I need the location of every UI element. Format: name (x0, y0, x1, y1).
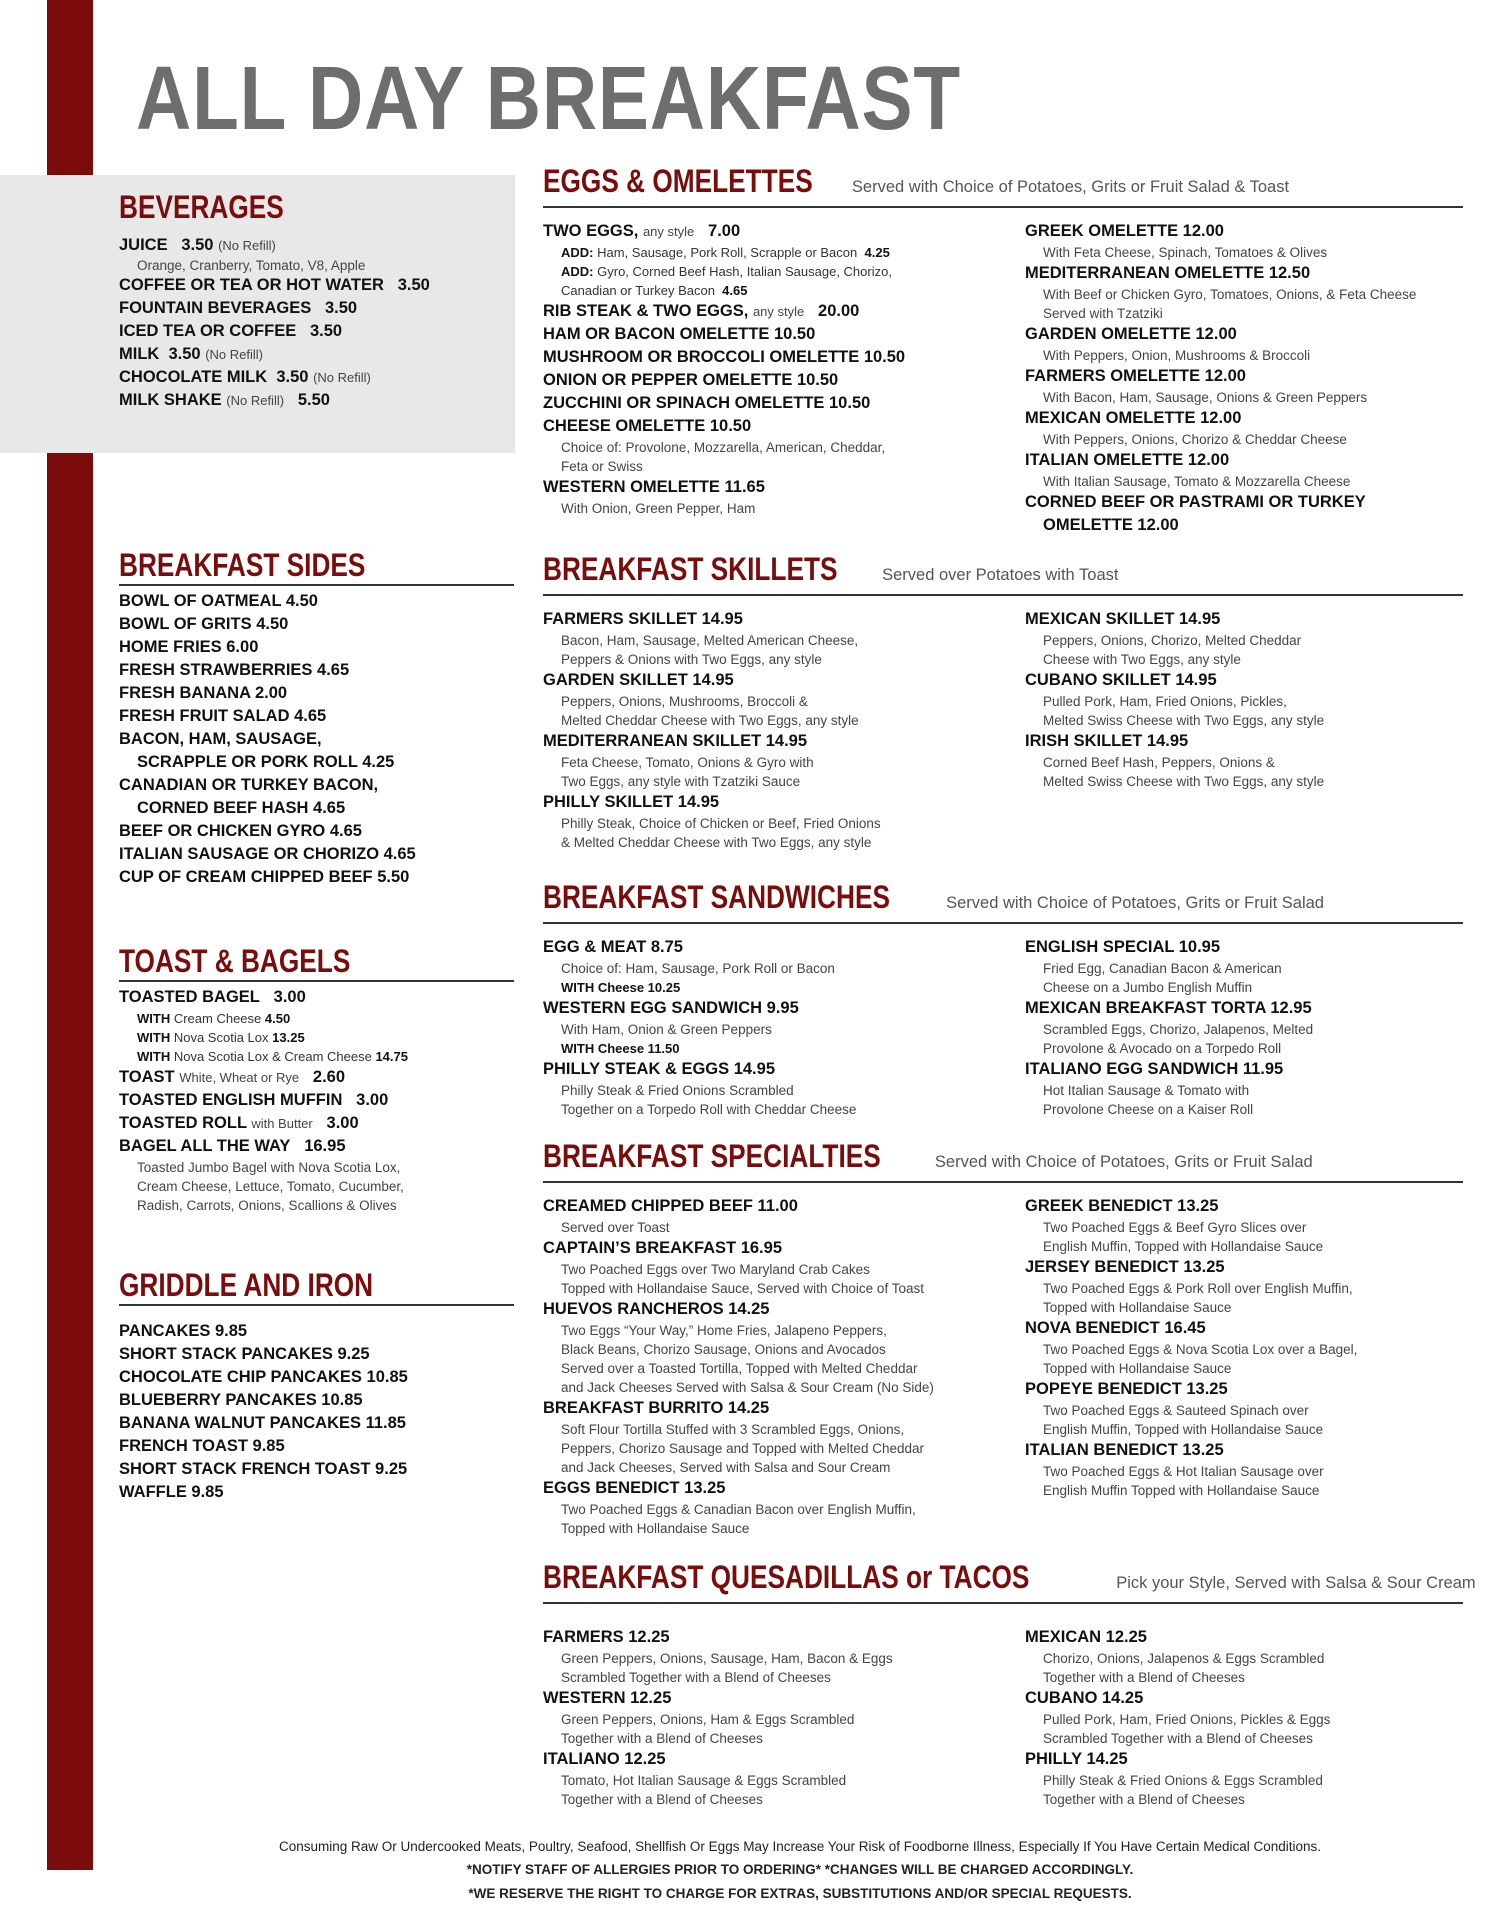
item-description: With Peppers, Onions, Chorizo & Cheddar Cheese (1043, 432, 1347, 447)
menu-item: CUP OF CREAM CHIPPED BEEF 5.50 (119, 868, 410, 886)
menu-item: GARDEN OMELETTE 12.00 (1025, 325, 1237, 343)
item-description: English Muffin Topped with Hollandaise Sauce (1043, 1483, 1320, 1498)
item-description: Cheese with Two Eggs, any style (1043, 652, 1241, 667)
item-description: Melted Swiss Cheese with Two Eggs, any style (1043, 713, 1325, 728)
item-description: Green Peppers, Onions, Ham & Eggs Scrambled (561, 1712, 855, 1727)
menu-item: MILK SHAKE (No Refill) 5.50 (119, 391, 330, 409)
menu-item: POPEYE BENEDICT 13.25 (1025, 1380, 1228, 1398)
menu-item: FOUNTAIN BEVERAGES 3.50 (119, 299, 358, 317)
menu-item: CHOCOLATE CHIP PANCAKES 10.85 (119, 1368, 408, 1386)
item-description: Scrambled Together with a Blend of Cheeses (1043, 1731, 1313, 1746)
menu-item: ITALIANO EGG SANDWICH 11.95 (1025, 1060, 1284, 1078)
menu-item: JUICE 3.50 (No Refill) (119, 236, 276, 254)
menu-item: MEXICAN OMELETTE 12.00 (1025, 409, 1242, 427)
item-description: Philly Steak & Fried Onions Scrambled (561, 1083, 794, 1098)
menu-item: HUEVOS RANCHEROS 14.25 (543, 1300, 770, 1318)
quesadillas-heading: BREAKFAST QUESADILLAS or TACOS Pick your Style, Served with Salsa & Sour Cream (543, 1558, 1463, 1604)
menu-item: TOASTED BAGEL 3.00 (119, 988, 306, 1006)
menu-item: PANCAKES 9.85 (119, 1322, 248, 1340)
menu-item: CAPTAIN’S BREAKFAST 16.95 (543, 1239, 782, 1257)
item-description: Two Poached Eggs & Beef Gyro Slices over (1043, 1220, 1307, 1235)
menu-item: EGGS BENEDICT 13.25 (543, 1479, 726, 1497)
toast-section (119, 942, 514, 1215)
menu-item: ITALIANO 12.25 (543, 1750, 666, 1768)
item-description: Melted Cheddar Cheese with Two Eggs, any style (561, 713, 859, 728)
menu-item: JERSEY BENEDICT 13.25 (1025, 1258, 1225, 1276)
item-description: Feta Cheese, Tomato, Onions & Gyro with (561, 755, 814, 770)
item-description: Feta or Swiss (561, 459, 643, 474)
charges-notice: *WE RESERVE THE RIGHT TO CHARGE FOR EXTRAS, SUBSTITUTIONS AND/OR SPECIAL REQUESTS. (468, 1886, 1132, 1901)
item-description: Orange, Cranberry, Tomato, V8, Apple (137, 258, 366, 273)
foodborne-warning: Consuming Raw Or Undercooked Meats, Poultry, Seafood, Shellfish Or Eggs May Increase Your Risk of Foodborne Illness, Especially If You Have Certain Medical Conditions. (278, 1839, 1322, 1854)
menu-item: BOWL OF OATMEAL 4.50 (119, 592, 318, 610)
item-description: Two Poached Eggs & Hot Italian Sausage over (1043, 1464, 1324, 1479)
menu-item: GARDEN SKILLET 14.95 (543, 671, 734, 689)
item-description: Peppers & Onions with Two Eggs, any style (561, 652, 822, 667)
item-description: Philly Steak & Fried Onions & Eggs Scrambled (1043, 1773, 1323, 1788)
specialties-section (543, 1137, 1463, 1555)
sides-section (119, 546, 514, 889)
allergy-notice: *NOTIFY STAFF OF ALLERGIES PRIOR TO ORDERING* *CHANGES WILL BE CHARGED ACCORDINGLY. (466, 1862, 1134, 1877)
menu-item: CHOCOLATE MILK 3.50 (No Refill) (119, 368, 371, 386)
griddle-section (119, 1266, 514, 1504)
menu-item: CREAMED CHIPPED BEEF 11.00 (543, 1197, 798, 1215)
item-description: With Feta Cheese, Spinach, Tomatoes & Olives (1043, 245, 1328, 260)
menu-item: NOVA BENEDICT 16.45 (1025, 1319, 1206, 1337)
menu-item: IRISH SKILLET 14.95 (1025, 732, 1189, 750)
item-description: Topped with Hollandaise Sauce (1043, 1361, 1232, 1376)
menu-item: FRESH BANANA 2.00 (119, 684, 288, 702)
menu-item: BOWL OF GRITS 4.50 (119, 615, 289, 633)
item-description: Two Poached Eggs & Sauteed Spinach over (1043, 1403, 1309, 1418)
item-description: Topped with Hollandaise Sauce (561, 1521, 750, 1536)
item-description: With Onion, Green Pepper, Ham (561, 501, 756, 516)
item-description: Fried Egg, Canadian Bacon & American (1043, 961, 1282, 976)
menu-item: CANADIAN OR TURKEY BACON, (119, 776, 379, 794)
item-description: Choice of: Provolone, Mozzarella, American, Cheddar, (561, 440, 886, 455)
beverages-section (119, 188, 514, 412)
item-description: Pulled Pork, Ham, Fried Onions, Pickles & Eggs (1043, 1712, 1331, 1727)
item-description: Scrambled Together with a Blend of Cheeses (561, 1670, 831, 1685)
menu-item: MEDITERRANEAN OMELETTE 12.50 (1025, 264, 1311, 282)
item-description: With Ham, Onion & Green Peppers (561, 1022, 772, 1037)
item-option: WITH Nova Scotia Lox & Cream Cheese 14.75 (137, 1049, 408, 1064)
item-description: Chorizo, Onions, Jalapenos & Eggs Scrambled (1043, 1651, 1325, 1666)
item-description: Together with a Blend of Cheeses (1043, 1792, 1245, 1807)
menu-item: ENGLISH SPECIAL 10.95 (1025, 938, 1221, 956)
item-description: Two Poached Eggs & Nova Scotia Lox over a Bagel, (1043, 1342, 1358, 1357)
item-option: WITH Cheese 11.50 (561, 1041, 680, 1056)
menu-item: TOASTED ENGLISH MUFFIN 3.00 (119, 1091, 389, 1109)
item-description: and Jack Cheeses Served with Salsa & Sour Cream (No Side) (561, 1380, 934, 1395)
item-description: With Bacon, Ham, Sausage, Onions & Green Peppers (1043, 390, 1368, 405)
item-description: Together with a Blend of Cheeses (561, 1792, 763, 1807)
menu-item: EGG & MEAT 8.75 (543, 938, 683, 956)
menu-item: MILK 3.50 (No Refill) (119, 345, 264, 363)
eggs-section (543, 162, 1463, 540)
menu-item: OMELETTE 12.00 (1043, 516, 1179, 534)
item-option: WITH Cheese 10.25 (561, 980, 681, 995)
sandwiches-section (543, 878, 1463, 1116)
eggs-heading: EGGS & OMELETTES Served with Choice of Potatoes, Grits or Fruit Salad & Toast (543, 162, 1463, 208)
menu-item: WESTERN 12.25 (543, 1689, 672, 1707)
footer-notices (120, 1836, 1480, 1906)
menu-item: ZUCCHINI OR SPINACH OMELETTE 10.50 (543, 394, 871, 412)
item-description: Topped with Hollandaise Sauce, Served with Choice of Toast (561, 1281, 924, 1296)
menu-item: SHORT STACK FRENCH TOAST 9.25 (119, 1460, 408, 1478)
menu-item: HOME FRIES 6.00 (119, 638, 259, 656)
toast-heading: TOAST & BAGELS (119, 942, 514, 982)
sandwiches-heading: BREAKFAST SANDWICHES Served with Choice of Potatoes, Grits or Fruit Salad (543, 878, 1463, 924)
griddle-heading: GRIDDLE AND IRON (119, 1266, 514, 1306)
item-description: Green Peppers, Onions, Sausage, Ham, Bacon & Eggs (561, 1651, 893, 1666)
item-description: Philly Steak, Choice of Chicken or Beef, Fried Onions (561, 816, 881, 831)
item-description: Corned Beef Hash, Peppers, Onions & (1043, 755, 1275, 770)
item-description: Topped with Hollandaise Sauce (1043, 1300, 1232, 1315)
item-option: WITH Nova Scotia Lox 13.25 (137, 1030, 305, 1045)
item-description: Scrambled Eggs, Chorizo, Jalapenos, Melted (1043, 1022, 1314, 1037)
menu-item: GREEK BENEDICT 13.25 (1025, 1197, 1219, 1215)
item-description: Peppers, Chorizo Sausage and Topped with Melted Cheddar (561, 1441, 924, 1456)
menu-item: BEEF OR CHICKEN GYRO 4.65 (119, 822, 362, 840)
menu-item: PHILLY 14.25 (1025, 1750, 1128, 1768)
menu-item: MEXICAN BREAKFAST TORTA 12.95 (1025, 999, 1312, 1017)
menu-item: BLUEBERRY PANCAKES 10.85 (119, 1391, 363, 1409)
page-title: ALL DAY BREAKFAST (136, 49, 961, 149)
item-description: English Muffin, Topped with Hollandaise Sauce (1043, 1239, 1324, 1254)
menu-item: CORNED BEEF OR PASTRAMI OR TURKEY (1025, 493, 1366, 511)
item-description: Two Poached Eggs & Pork Roll over English Muffin, (1043, 1281, 1353, 1296)
skillets-section (543, 550, 1463, 858)
item-description: Hot Italian Sausage & Tomato with (1043, 1083, 1250, 1098)
item-description: Together with a Blend of Cheeses (1043, 1670, 1245, 1685)
menu-item: ITALIAN BENEDICT 13.25 (1025, 1441, 1224, 1459)
menu-item: MEXICAN 12.25 (1025, 1628, 1147, 1646)
item-description: Served with Tzatziki (1043, 306, 1163, 321)
item-description: & Melted Cheddar Cheese with Two Eggs, any style (561, 835, 872, 850)
item-description: Choice of: Ham, Sausage, Pork Roll or Bacon (561, 961, 835, 976)
item-addon: Canadian or Turkey Bacon 4.65 (561, 283, 748, 298)
menu-item: BACON, HAM, SAUSAGE, (119, 730, 322, 748)
item-description: Two Eggs “Your Way,” Home Fries, Jalapeno Peppers, (561, 1323, 887, 1338)
menu-item: CUBANO 14.25 (1025, 1689, 1144, 1707)
item-description: and Jack Cheeses, Served with Salsa and Sour Cream (561, 1460, 891, 1475)
item-description: Together with a Blend of Cheeses (561, 1731, 763, 1746)
menu-item: FRENCH TOAST 9.85 (119, 1437, 285, 1455)
menu-item: ONION OR PEPPER OMELETTE 10.50 (543, 371, 839, 389)
item-description: With Italian Sausage, Tomato & Mozzarella Cheese (1043, 474, 1351, 489)
menu-item: WESTERN OMELETTE 11.65 (543, 478, 765, 496)
item-description: Served over Toast (561, 1220, 670, 1235)
menu-item: TOAST White, Wheat or Rye 2.60 (119, 1068, 346, 1086)
item-description: Radish, Carrots, Onions, Scallions & Olives (137, 1198, 397, 1213)
menu-item: TWO EGGS, any style 7.00 (543, 222, 741, 240)
item-description: Peppers, Onions, Mushrooms, Broccoli & (561, 694, 808, 709)
item-addon: ADD: Ham, Sausage, Pork Roll, Scrapple or Bacon 4.25 (561, 245, 890, 260)
menu-item: RIB STEAK & TWO EGGS, any style 20.00 (543, 302, 860, 320)
item-description: Tomato, Hot Italian Sausage & Eggs Scrambled (561, 1773, 847, 1788)
item-description: Peppers, Onions, Chorizo, Melted Cheddar (1043, 633, 1302, 648)
beverages-heading: BEVERAGES (119, 189, 284, 225)
menu-item: GREEK OMELETTE 12.00 (1025, 222, 1224, 240)
item-description: Two Poached Eggs & Canadian Bacon over English Muffin, (561, 1502, 916, 1517)
item-description: Two Poached Eggs over Two Maryland Crab Cakes (561, 1262, 870, 1277)
menu-item: CORNED BEEF HASH 4.65 (137, 799, 346, 817)
menu-item: FARMERS SKILLET 14.95 (543, 610, 743, 628)
menu-item: WAFFLE 9.85 (119, 1483, 224, 1501)
menu-item: SHORT STACK PANCAKES 9.25 (119, 1345, 370, 1363)
menu-item: ITALIAN SAUSAGE OR CHORIZO 4.65 (119, 845, 416, 863)
item-description: Cheese on a Jumbo English Muffin (1043, 980, 1253, 995)
menu-item: FRESH FRUIT SALAD 4.65 (119, 707, 327, 725)
menu-item: ITALIAN OMELETTE 12.00 (1025, 451, 1230, 469)
item-description: Melted Swiss Cheese with Two Eggs, any style (1043, 774, 1325, 789)
menu-item: FARMERS OMELETTE 12.00 (1025, 367, 1246, 385)
item-description: With Beef or Chicken Gyro, Tomatoes, Onions, & Feta Cheese (1043, 287, 1417, 302)
menu-item: CUBANO SKILLET 14.95 (1025, 671, 1217, 689)
menu-item: BREAKFAST BURRITO 14.25 (543, 1399, 770, 1417)
specialties-heading: BREAKFAST SPECIALTIES Served with Choice of Potatoes, Grits or Fruit Salad (543, 1137, 1463, 1183)
item-addon: ADD: Gyro, Corned Beef Hash, Italian Sausage, Chorizo, (561, 264, 892, 279)
item-description: Together on a Torpedo Roll with Cheddar Cheese (561, 1102, 857, 1117)
item-description: Pulled Pork, Ham, Fried Onions, Pickles, (1043, 694, 1287, 709)
menu-item: FRESH STRAWBERRIES 4.65 (119, 661, 350, 679)
menu-item: PHILLY SKILLET 14.95 (543, 793, 720, 811)
menu-item: COFFEE OR TEA OR HOT WATER 3.50 (119, 276, 430, 294)
item-option: WITH Cream Cheese 4.50 (137, 1011, 291, 1026)
menu-item: TOASTED ROLL with Butter 3.00 (119, 1114, 359, 1132)
item-description: English Muffin, Topped with Hollandaise Sauce (1043, 1422, 1324, 1437)
sides-heading: BREAKFAST SIDES (119, 546, 514, 586)
item-description: Cream Cheese, Lettuce, Tomato, Cucumber, (137, 1179, 404, 1194)
item-description: Two Eggs, any style with Tzatziki Sauce (561, 774, 801, 789)
menu-item: MUSHROOM OR BROCCOLI OMELETTE 10.50 (543, 348, 906, 366)
item-description: Provolone & Avocado on a Torpedo Roll (1043, 1041, 1282, 1056)
item-description: Toasted Jumbo Bagel with Nova Scotia Lox, (137, 1160, 401, 1175)
menu-item: WESTERN EGG SANDWICH 9.95 (543, 999, 799, 1017)
quesadillas-section (543, 1558, 1476, 1816)
menu-item: CHEESE OMELETTE 10.50 (543, 417, 752, 435)
menu-item: BAGEL ALL THE WAY 16.95 (119, 1137, 346, 1155)
menu-item: BANANA WALNUT PANCAKES 11.85 (119, 1414, 406, 1432)
menu-item: MEDITERRANEAN SKILLET 14.95 (543, 732, 808, 750)
menu-item: PHILLY STEAK & EGGS 14.95 (543, 1060, 775, 1078)
skillets-heading: BREAKFAST SKILLETS Served over Potatoes with Toast (543, 550, 1463, 596)
item-description: Bacon, Ham, Sausage, Melted American Cheese, (561, 633, 859, 648)
item-description: Black Beans, Chorizo Sausage, Onions and Avocados (561, 1342, 886, 1357)
item-description: With Peppers, Onion, Mushrooms & Broccoli (1043, 348, 1311, 363)
menu-item: MEXICAN SKILLET 14.95 (1025, 610, 1221, 628)
menu-item: FARMERS 12.25 (543, 1628, 670, 1646)
menu-item: HAM OR BACON OMELETTE 10.50 (543, 325, 816, 343)
item-description: Provolone Cheese on a Kaiser Roll (1043, 1102, 1254, 1117)
item-description: Soft Flour Tortilla Stuffed with 3 Scrambled Eggs, Onions, (561, 1422, 905, 1437)
menu-item: SCRAPPLE OR PORK ROLL 4.25 (137, 753, 395, 771)
item-description: Served over a Toasted Tortilla, Topped with Melted Cheddar (561, 1361, 918, 1376)
menu-item: ICED TEA OR COFFEE 3.50 (119, 322, 343, 340)
